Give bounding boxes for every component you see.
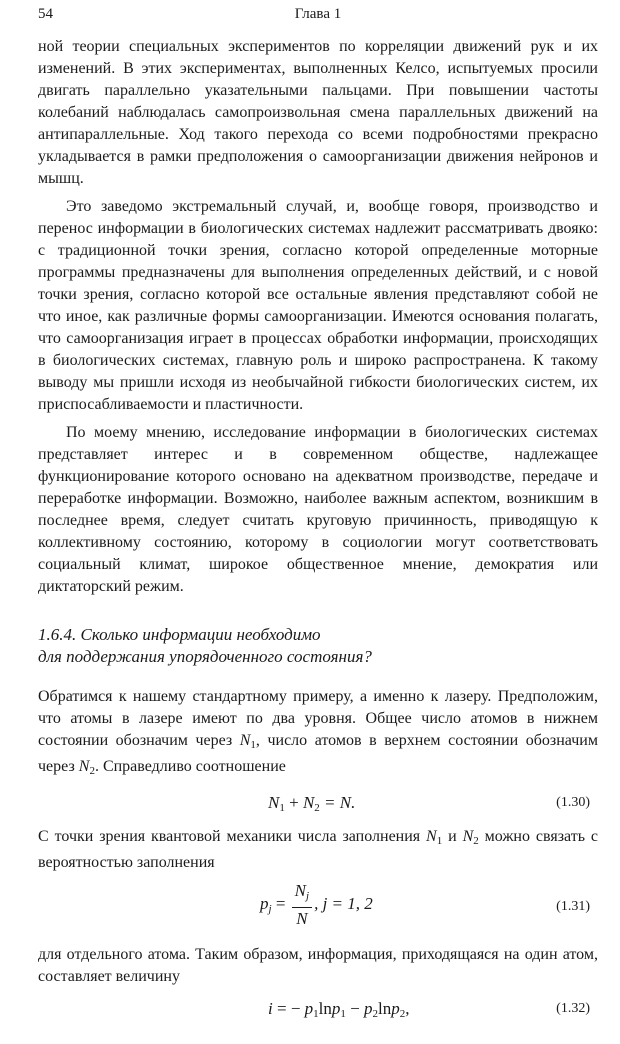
paragraph-5-text-a: С точки зрения квантовой механики числа заполнения [38, 828, 427, 845]
equation-1-30-expression: $N_1 + N_2 = N$. [268, 793, 356, 814]
paragraph-1: ной теории специальных экспериментов по корреляции движений рук и их изменений. В этих экспериментах, выполненных Келсо, испытуемых просили двигать параллельно указательными пальцами. При повышении частоты колебаний наблюдалась самопроизвольная смена параллельных движений на антипараллельные. Ход такого перехода со всеми подробностями прекрасно укладывается в рамки предположения о самоорганизации движения нейронов и мышц. [38, 38, 598, 187]
equation-number-1-30: (1.30) [556, 795, 590, 810]
paragraph-5 [38, 826, 598, 874]
section-heading [38, 624, 598, 668]
equation-number-1-31: (1.31) [556, 899, 590, 914]
paragraph-3: По моему мнению, исследование информации в биологических системах представляет интерес и в современном обществе, надлежащее функционирование которого основано на адекватном производстве, передаче и переработке информации. Возможно, наиболее важным аспектом, возникшим в последнее время, следует считать круговую причинность, приводящую к коллективному состоянию, которому в социологии могут соответствовать социальный климат, широкое общественное мнение, демократия или диктаторский режим. [38, 424, 598, 595]
paragraph-6: для отдельного атома. Таким образом, информация, приходящаяся на один атом, составляет величину [38, 946, 598, 985]
equation-1-31-expression: $p_j$ = $\frac{N_j}{N}$ , j = 1, 2 [260, 881, 373, 928]
symbol-n2: $N_2$ [462, 828, 479, 847]
equation-1-30 [38, 788, 598, 818]
paragraph-4-text-b: , число атомов в верхнем состоянии обозначим через [38, 732, 598, 775]
paragraph-5-text-c: можно связать с вероятностью заполнения [38, 828, 598, 871]
paragraph-4 [38, 686, 598, 782]
body-text [38, 36, 598, 1032]
paragraph-4-text-a: Обратимся к нашему стандартному примеру, а именно к лазеру. Предположим, что атомы в лазере имеют по два уровня. Общее число атомов в нижнем состоянии обозначим через [38, 688, 598, 749]
paragraph-4-text-c: . Справедливо соотношение [94, 758, 286, 775]
chapter-title: Глава 1 [294, 6, 342, 22]
symbol-n2: $N_2$ [78, 758, 95, 777]
symbol-n1: $N_1$ [239, 732, 256, 751]
page-number: 54 [38, 6, 53, 22]
section-heading-line-2: для поддержания упорядоченного состояния? [38, 647, 372, 666]
symbol-n1: $N_1$ [426, 828, 443, 847]
paragraph-2: Это заведомо экстремальный случай, и, вообще говоря, производство и перенос информации в биологических системах надлежит рассматривать двояко: с традиционной точки зрения, согласно которой определенные моторные программы предназначены для выполнения определенных действий, и с новой точки зрения, согласно которой все остальные явления представляют собой не что иное, как различные формы самоорганизации. Имеются основания полагать, что самоорганизация играет в процессах обработки информации, происходящих в биологических системах, главную роль и широко распространена. К такому выводу мы пришли исходя из необычайной гибкости биологических систем, их приспосабливаемости и пластичности. [38, 198, 598, 413]
equation-number-1-32: (1.32) [556, 1001, 590, 1016]
equation-1-31 [38, 880, 598, 936]
equation-1-32 [38, 994, 598, 1024]
running-head [38, 6, 598, 26]
equation-1-32-expression: i = − $p_1\ln p_1 - p_2\ln p_2$, [268, 999, 410, 1020]
section-heading-line-1: 1.6.4. Сколько информации необходимо [38, 625, 321, 644]
fraction-nj-over-n: $\frac{N_j}{N}$ [292, 880, 312, 930]
paragraph-5-text-b: и [442, 828, 463, 845]
